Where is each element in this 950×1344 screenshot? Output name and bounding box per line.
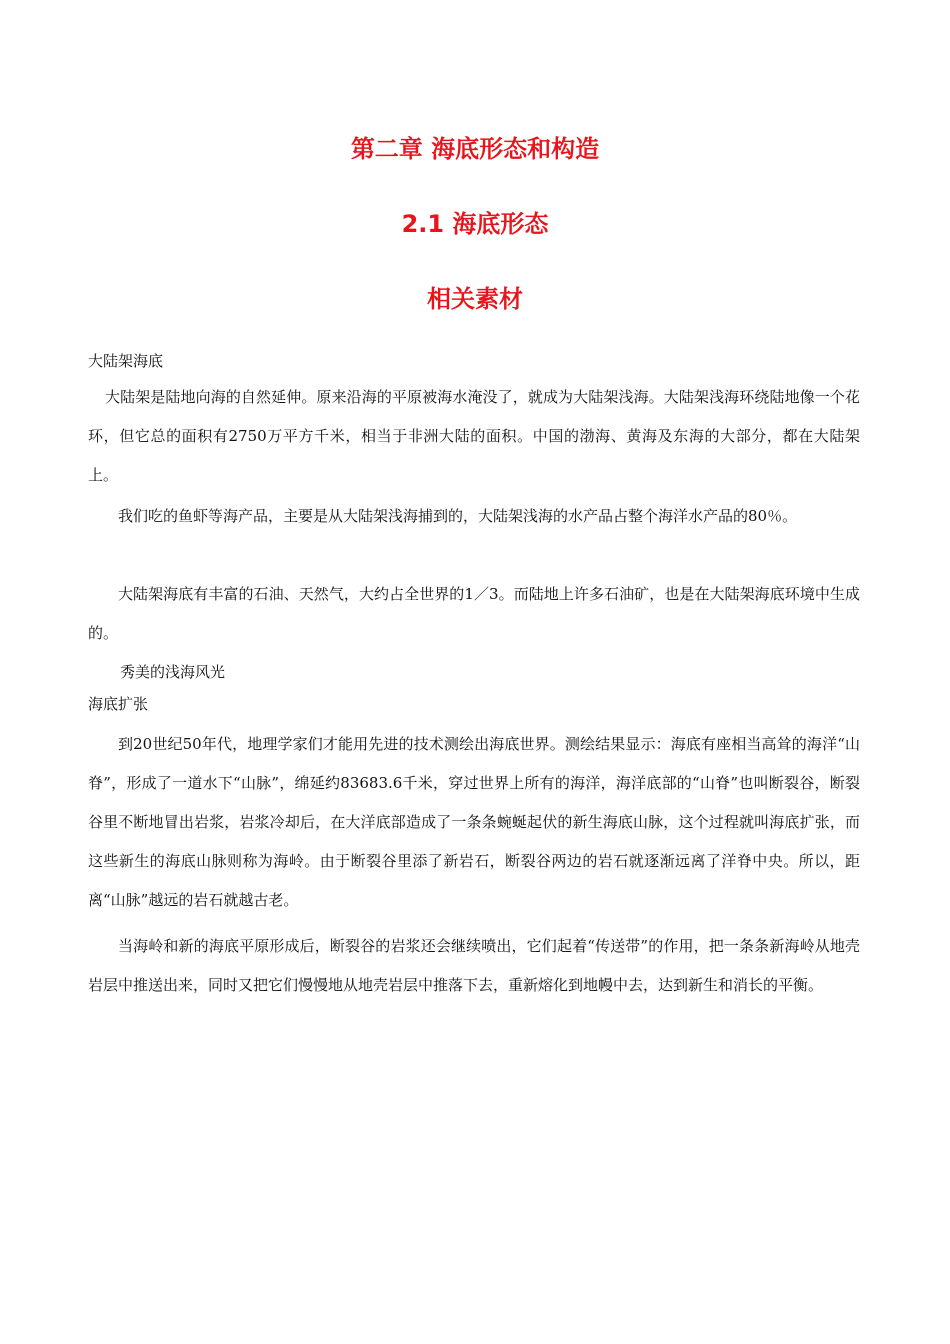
paragraph-shelf-intro: 大陆架是陆地向海的自然延伸。原来沿海的平原被海水淹没了，就成为大陆架浅海。大陆架浅海环绕陆地像一个花环，但它总的面积有2750万平方千米，相当于非洲大陆的面积。中国的渤海、黄海及东海的大部分，都在大陆架上。 — [88, 388, 860, 484]
section-heading-continental-shelf: 大陆架海底 — [88, 352, 164, 370]
chapter-title: 第二章 海底形态和构造 — [350, 135, 600, 163]
section-title: 2.1 海底形态 — [401, 210, 549, 238]
section-heading-seafloor-spreading: 海底扩张 — [88, 695, 149, 713]
image-caption: 秀美的浅海风光 — [120, 663, 226, 681]
paragraph-spreading-discovery: 到20世纪50年代，地理学家们才能用先进的技术测绘出海底世界。测绘结果显示：海底有座相当高耸的海洋“山脊”，形成了一道水下“山脉”，绵延约83683.6千米，穿过世界上所有的海洋，海洋底部的“山脊”也叫断裂谷，断裂谷里不断地冒出岩浆，岩浆冷却后，在大洋底部造成了一条条蜿蜒起伏的新生海底山脉，这个过程就叫海底扩张，而这些新生的海底山脉则称为海岭。由于断裂谷里添了新岩石，断裂谷两边的岩石就逐渐远离了洋脊中央。所以，距离“山脉”越远的岩石就越古老。 — [88, 735, 860, 909]
paragraph-spreading-conveyor: 当海岭和新的海底平原形成后，断裂谷的岩浆还会继续喷出，它们起着“传送带”的作用，把一条条新海岭从地壳岩层中推送出来，同时又把它们慢慢地从地壳岩层中推落下去，重新熔化到地幔中去，达到新生和消长的平衡。 — [88, 937, 860, 994]
paragraph-shelf-fishery: 我们吃的鱼虾等海产品，主要是从大陆架浅海捕到的，大陆架浅海的水产品占整个海洋水产品的80％。 — [118, 507, 798, 525]
paragraph-shelf-oil: 大陆架海底有丰富的石油、天然气，大约占全世界的1／3。而陆地上许多石油矿，也是在大陆架海底环境中生成的。 — [88, 585, 860, 642]
subtitle: 相关素材 — [427, 285, 523, 313]
